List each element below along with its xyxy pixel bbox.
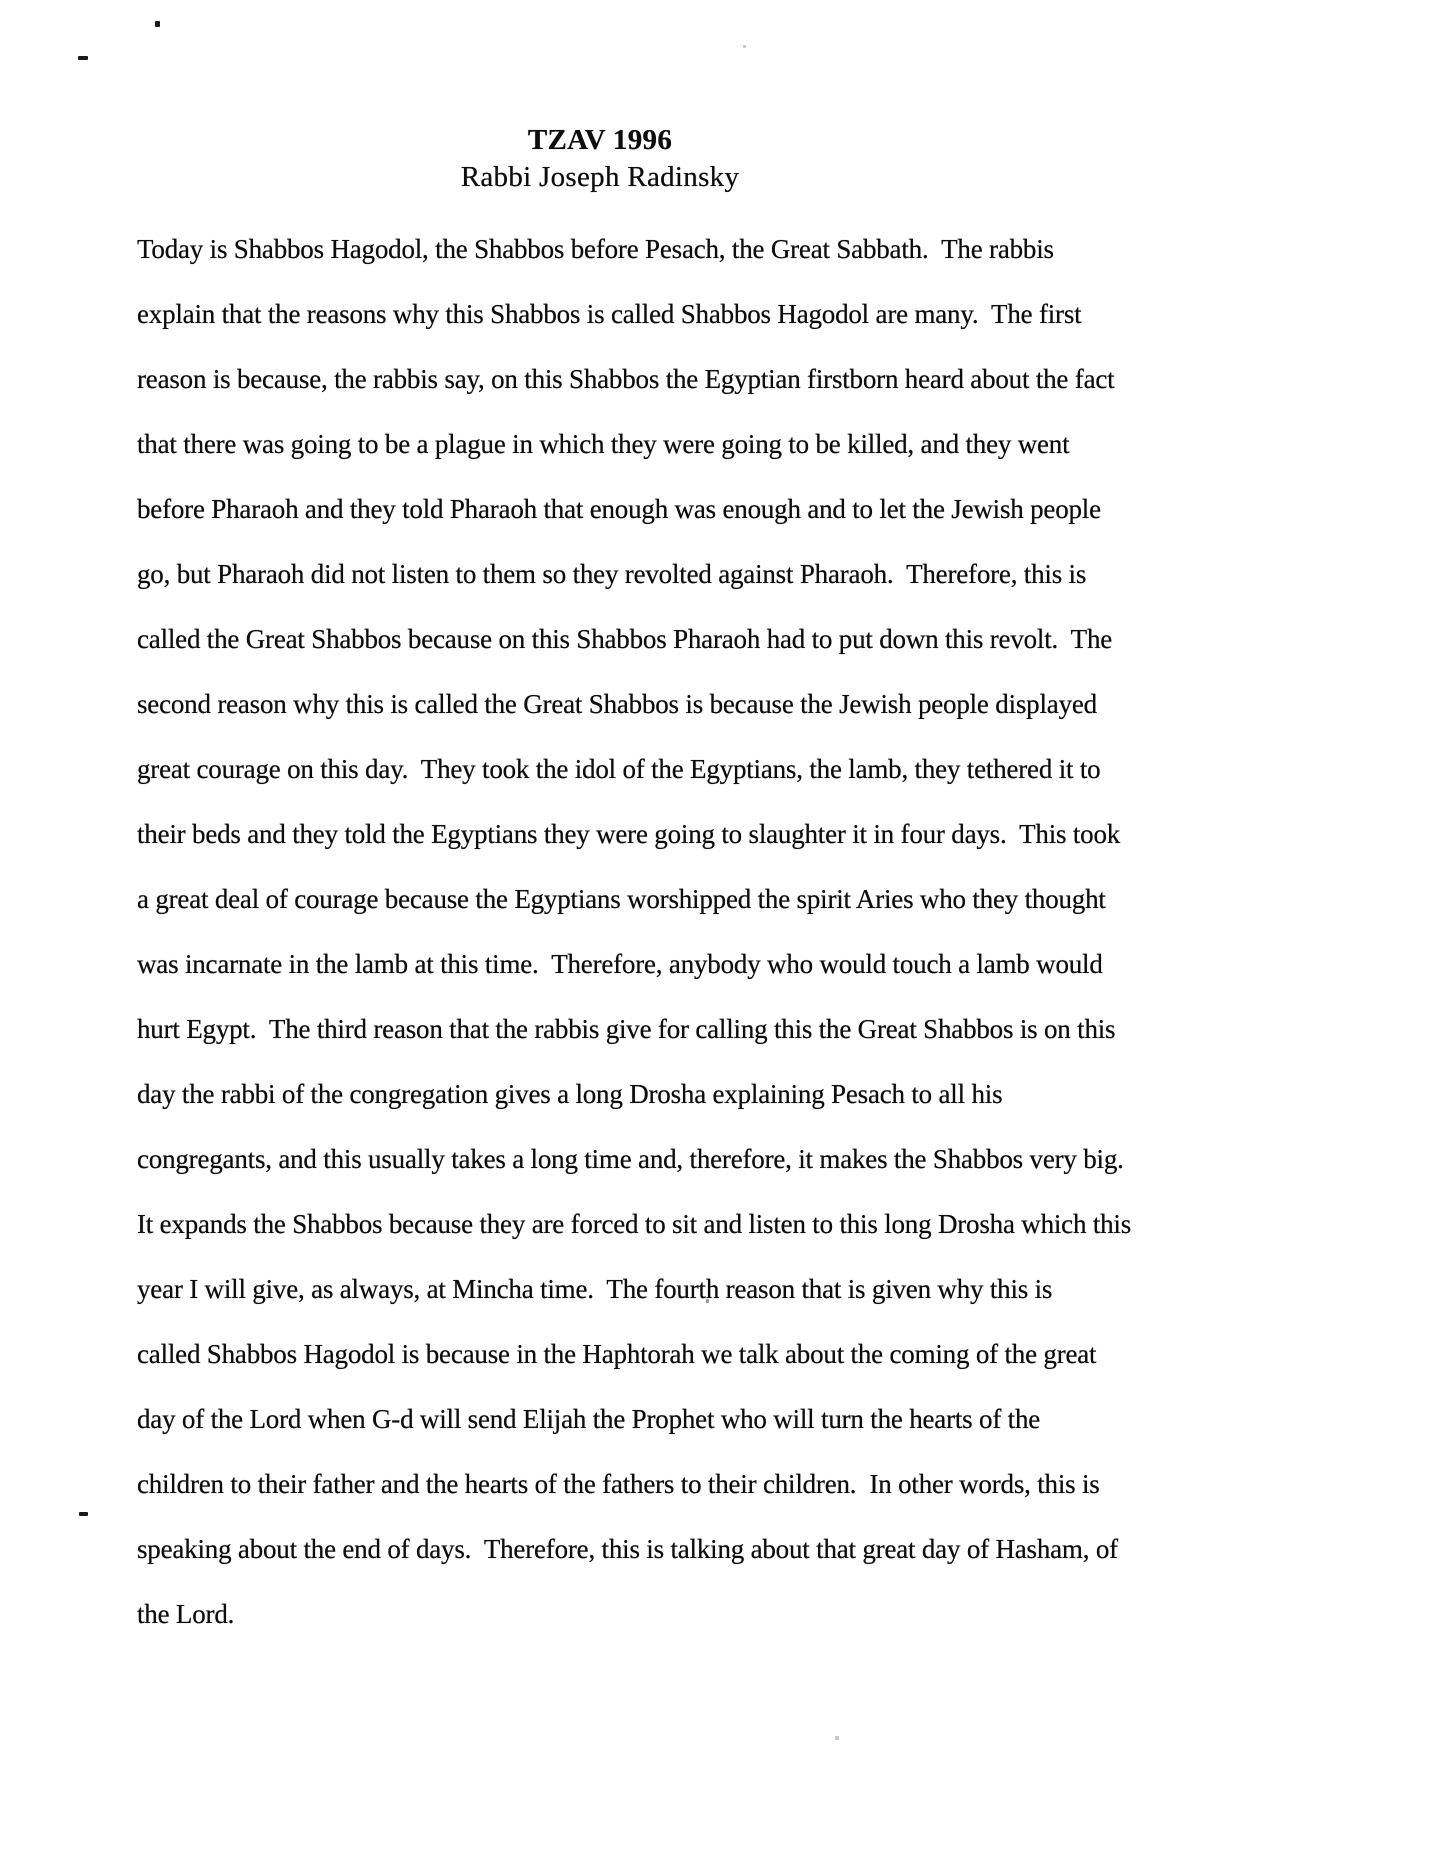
body-line: day of the Lord when G-d will send Elijah the Prophet who will turn the hearts of the	[137, 1404, 1041, 1434]
body-line: congregants, and this usually takes a long time and, therefore, it makes the Shabbos very big.	[137, 1144, 1124, 1174]
scan-artifact-dash	[78, 56, 88, 60]
scan-artifact-dash	[79, 1512, 88, 1516]
body-line: go, but Pharaoh did not listen to them so they revolted against Pharaoh. Therefore, this is	[137, 559, 1087, 589]
body-line: second reason why this is called the Great Shabbos is because the Jewish people displayed	[137, 689, 1097, 719]
scan-artifact-speck	[835, 1736, 839, 1740]
body-line: Today is Shabbos Hagodol, the Shabbos before Pesach, the Great Sabbath. The rabbis	[137, 234, 1054, 264]
body-line: reason is because, the rabbis say, on this Shabbos the Egyptian firstborn heard about the fact	[137, 364, 1115, 394]
body-line: explain that the reasons why this Shabbos is called Shabbos Hagodol are many. The first	[137, 299, 1082, 329]
document-title: TZAV 1996	[527, 124, 673, 156]
body-line: year I will give, as always, at Mincha time. The fourth reason that is given why this is	[137, 1274, 1053, 1304]
body-line: that there was going to be a plague in which they were going to be killed, and they went	[137, 429, 1070, 459]
document-header	[0, 122, 1200, 196]
body-line: the Lord.	[137, 1599, 235, 1629]
body-line: children to their father and the hearts of the fathers to their children. In other words, this is	[137, 1469, 1100, 1499]
body-line: day the rabbi of the congregation gives a long Drosha explaining Pesach to all his	[137, 1079, 1003, 1109]
body-line: a great deal of courage because the Egyptians worshipped the spirit Aries who they thought	[137, 884, 1106, 914]
body-line: called Shabbos Hagodol is because in the Haphtorah we talk about the coming of the great	[137, 1339, 1097, 1369]
body-line: their beds and they told the Egyptians they were going to slaughter it in four days. This took	[137, 819, 1121, 849]
body-line: great courage on this day. They took the idol of the Egyptians, the lamb, they tethered it to	[137, 754, 1101, 784]
scan-artifact-dot	[155, 21, 160, 27]
scan-artifact-speck	[743, 45, 746, 48]
body-line: before Pharaoh and they told Pharaoh that enough was enough and to let the Jewish people	[137, 494, 1101, 524]
body-line: It expands the Shabbos because they are forced to sit and listen to this long Drosha which this	[137, 1209, 1132, 1239]
body-line: called the Great Shabbos because on this Shabbos Pharaoh had to put down this revolt. The	[137, 624, 1113, 654]
body-line: speaking about the end of days. Therefore, this is talking about that great day of Hasham, of	[137, 1534, 1118, 1564]
body-line: was incarnate in the lamb at this time. Therefore, anybody who would touch a lamb would	[137, 949, 1103, 979]
body-line: hurt Egypt. The third reason that the rabbis give for calling this the Great Shabbos is on this	[137, 1014, 1116, 1044]
document-author: Rabbi Joseph Radinsky	[460, 161, 740, 193]
document-body	[137, 217, 1400, 1647]
